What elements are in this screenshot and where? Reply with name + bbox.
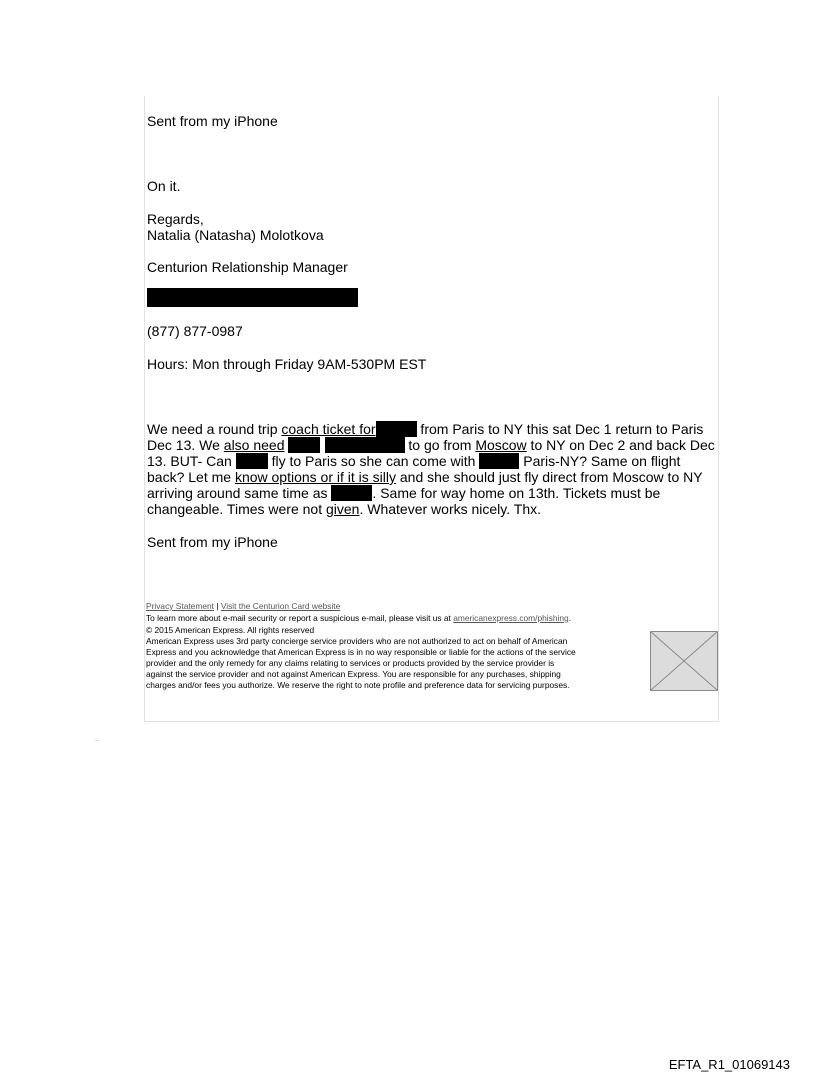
redaction-box — [479, 453, 519, 469]
disclaimer-line: American Express uses 3rd party concierge service providers who are not authorized to act on behalf of American — [146, 636, 568, 646]
regards: Regards, — [147, 211, 204, 227]
copyright: © 2015 American Express. All rights reserved — [146, 625, 315, 635]
message-line-6: changeable. Times were not given. Whatever works nicely. Thx. — [147, 501, 542, 517]
message-line-2: Dec 13. We also need to go from Moscow to NY on Dec 2 and back Dec — [147, 437, 715, 453]
redaction-box — [376, 421, 417, 437]
footer-links: Privacy Statement | Visit the Centurion Card website — [146, 601, 341, 611]
centurion-website-link[interactable]: Visit the Centurion Card website — [220, 601, 341, 611]
redaction-box — [288, 437, 320, 453]
sent-from-iphone-top: Sent from my iPhone — [147, 113, 278, 129]
message-line-5: arriving around same time as . Same for way home on 13th. Tickets must be — [147, 485, 661, 501]
broken-image-icon — [651, 632, 717, 690]
sent-from-iphone-bottom: Sent from my iPhone — [147, 534, 278, 550]
privacy-statement-link[interactable]: Privacy Statement — [146, 601, 214, 611]
phishing-link[interactable]: americanexpress.com/phishing — [453, 613, 569, 623]
redaction-box — [325, 437, 405, 453]
redaction-box — [236, 453, 268, 469]
reply-line: On it. — [147, 178, 181, 194]
message-line-1: We need a round trip coach ticket for from Paris to NY this sat Dec 1 return to Paris — [147, 421, 704, 437]
disclaimer-line: provider and the only remedy for any claims relating to services or products provided by the service provider is — [146, 658, 555, 668]
message-line-3: 13. BUT- Can fly to Paris so she can come with Paris-NY? Same on flight — [147, 453, 681, 469]
sender-name: Natalia (Natasha) Molotkova — [147, 227, 324, 243]
office-hours: Hours: Mon through Friday 9AM-530PM EST — [147, 356, 427, 372]
security-notice: To learn more about e-mail security or report a suspicious e-mail, please visit us at americanexpress.com/phishing. — [146, 613, 571, 623]
scan-mark: ·— — [94, 737, 100, 742]
disclaimer-line: charges and/or fees you authorize. We reserve the right to note profile and preference data for servicing purposes. — [146, 680, 570, 690]
redaction-bar — [147, 288, 358, 307]
message-line-4: back? Let me know options or if it is silly and she should just fly direct from Moscow to NY — [147, 469, 703, 485]
message-body — [147, 421, 722, 517]
disclaimer-line: Express and you acknowledge that American Express is in no way responsible or liable for the actions of the service — [146, 647, 576, 657]
phone-number: (877) 877-0987 — [147, 323, 243, 339]
redaction-box — [331, 485, 372, 501]
disclaimer-line: against the service provider and not against American Express. You are responsible for any purchases, shipping — [146, 669, 561, 679]
document-id: EFTA_R1_01069143 — [668, 1057, 790, 1072]
sender-title: Centurion Relationship Manager — [147, 259, 348, 275]
broken-image-placeholder — [650, 631, 718, 691]
